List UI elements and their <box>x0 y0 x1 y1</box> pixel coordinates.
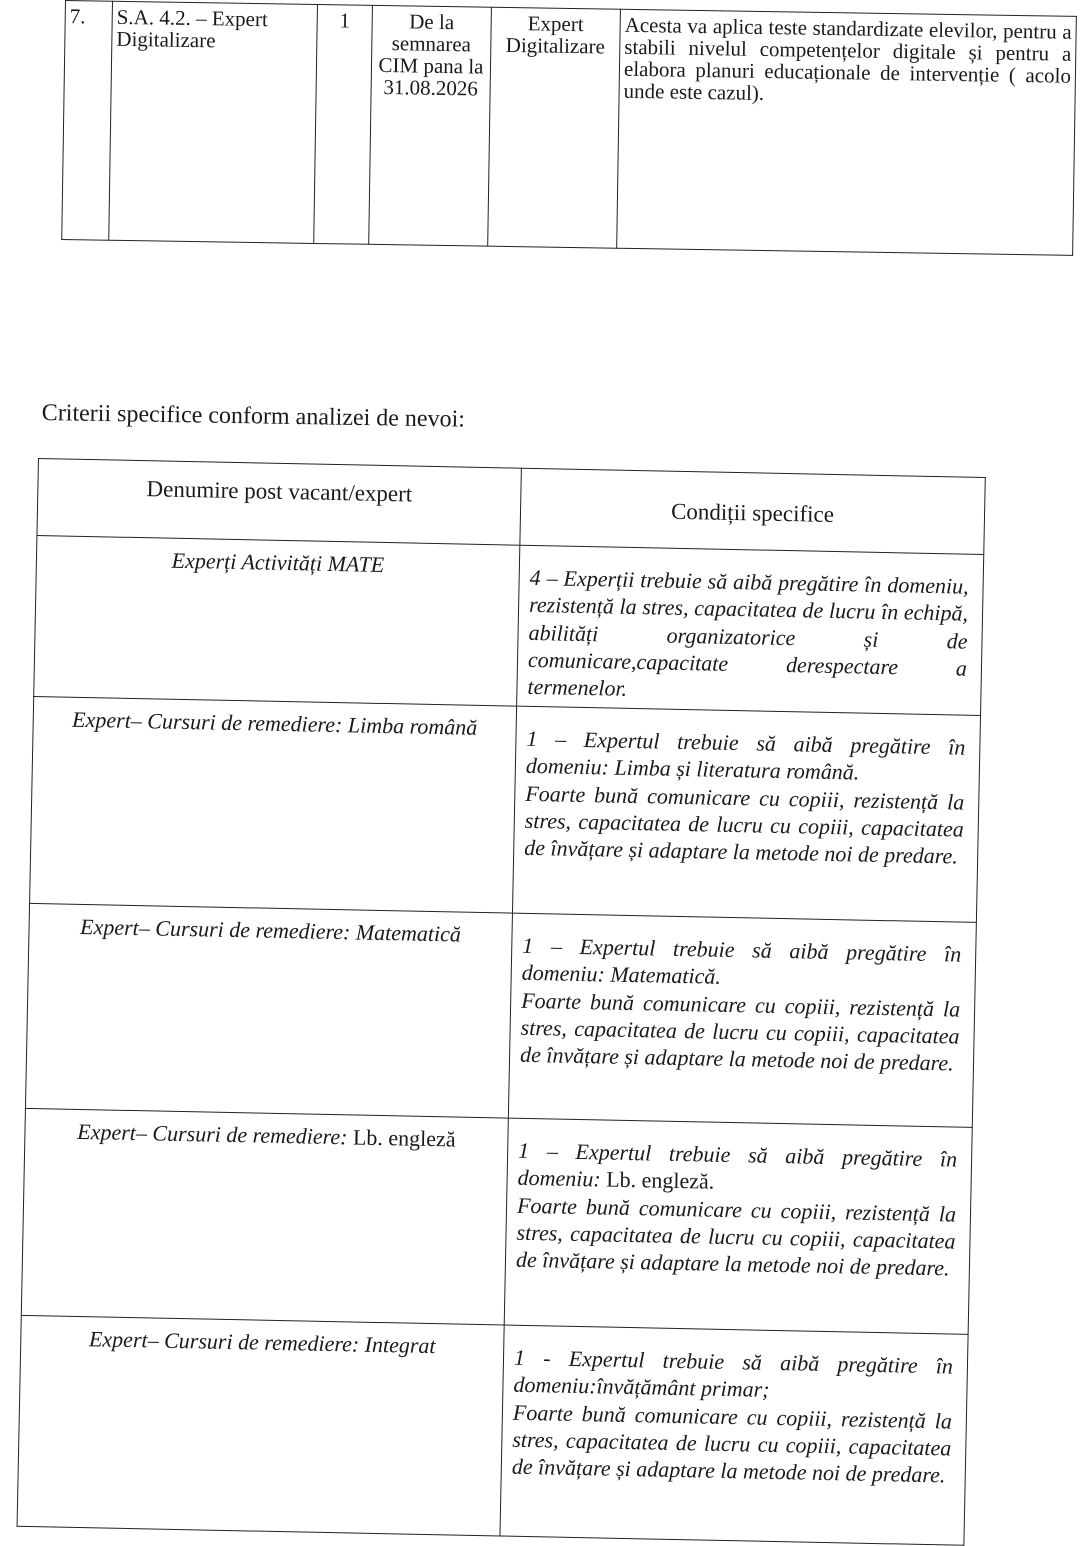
conditions-text: 1 - Expertul trebuie să aibă pregătire în domeniu:învățământ primar; <box>513 1344 954 1403</box>
conditions-text: 1 – Expertul trebuie să aibă pregătire în domeniu: Matematică. <box>521 932 962 990</box>
expert-name-text: Expert– Cursuri de remediere: <box>77 1118 348 1150</box>
conditions-extra-text: Foarte bună comunicare cu copiii, rezistență la stres, capacitatea de lucru cu copiii, capacitatea de învățare și adaptare la metode noi de predare. <box>519 987 961 1076</box>
position-role: Expert Digitalizare <box>488 7 621 248</box>
header-post-name: Denumire post vacant/expert <box>37 459 521 546</box>
expert-name-text: Expert– Cursuri de remediere: Matematică <box>79 913 462 947</box>
position-description: Acesta va aplica teste standardizate elevilor, pentru a stabili nivelul competențelor digitale și pentru a elabora planuri educaționale de intervenție ( acolo unde este cazul). <box>617 9 1077 255</box>
expert-conditions <box>517 545 984 715</box>
conditions-text: 1 – Expertul trebuie să aibă pregătire în domeniu: <box>517 1137 958 1192</box>
conditions-extra-text: Foarte bună comunicare cu copiii, rezistență la stres, capacitatea de lucru cu copiii, capacitatea de învățare și adaptare la metode noi de predare. <box>511 1399 953 1488</box>
table-row <box>25 903 976 1127</box>
expert-name <box>17 1315 504 1536</box>
criteria-table-wrapper <box>17 458 986 1546</box>
table-row <box>30 696 981 922</box>
expert-conditions <box>508 913 976 1127</box>
table-row <box>34 535 984 715</box>
criteria-heading: Criterii specifice conform analizei de nevoi: <box>41 400 466 433</box>
expert-conditions <box>504 1118 972 1334</box>
positions-table-continuation <box>61 0 1077 256</box>
conditions-extra-text: Foarte bună comunicare cu copiii, rezistență la stres, capacitatea de lucru cu copiii, capacitatea de învățare și adaptare la metode noi de predare. <box>524 780 965 869</box>
expert-name-text: Experți Activități MATE <box>171 547 385 577</box>
expert-name-subject: Lb. engleză <box>352 1124 456 1152</box>
expert-name-text: Expert– Cursuri de remediere: Integrat <box>88 1326 436 1359</box>
criteria-table <box>17 458 986 1546</box>
conditions-extra-text: Foarte bună comunicare cu copiii, rezistență la stres, capacitatea de lucru cu copiii, capacitatea de învățare și adaptare la metode noi de predare. <box>515 1192 957 1281</box>
expert-conditions <box>500 1325 968 1545</box>
table-row <box>21 1108 972 1334</box>
position-period: De la semnarea CIM pana la 31.08.2026 <box>369 5 492 246</box>
expert-name <box>25 903 512 1118</box>
expert-conditions <box>512 706 980 922</box>
table-row <box>62 1 1077 256</box>
position-name: S.A. 4.2. – Expert Digitalizare <box>109 1 318 243</box>
conditions-text: 4 – Experții trebuie să aibă pregătire în domeniu, rezistență la stres, capacitatea de lucru în echipă, abilități organizatorice și de comunicare,capacitate derespectare a termenelor. <box>527 564 969 701</box>
expert-name-text: Expert– Cursuri de remediere: Limba română <box>71 706 478 740</box>
conditions-text: 1 – Expertul trebuie să aibă pregătire în domeniu: Limba și literatura română. <box>525 725 966 785</box>
position-count: 1 <box>314 4 373 244</box>
expert-name <box>30 696 517 913</box>
expert-name <box>21 1108 508 1325</box>
conditions-subject: Lb. engleză. <box>605 1166 715 1194</box>
expert-name <box>34 535 520 706</box>
table-row <box>17 1315 968 1545</box>
row-number: 7. <box>62 1 113 241</box>
header-conditions: Condiții specifice <box>520 468 985 554</box>
